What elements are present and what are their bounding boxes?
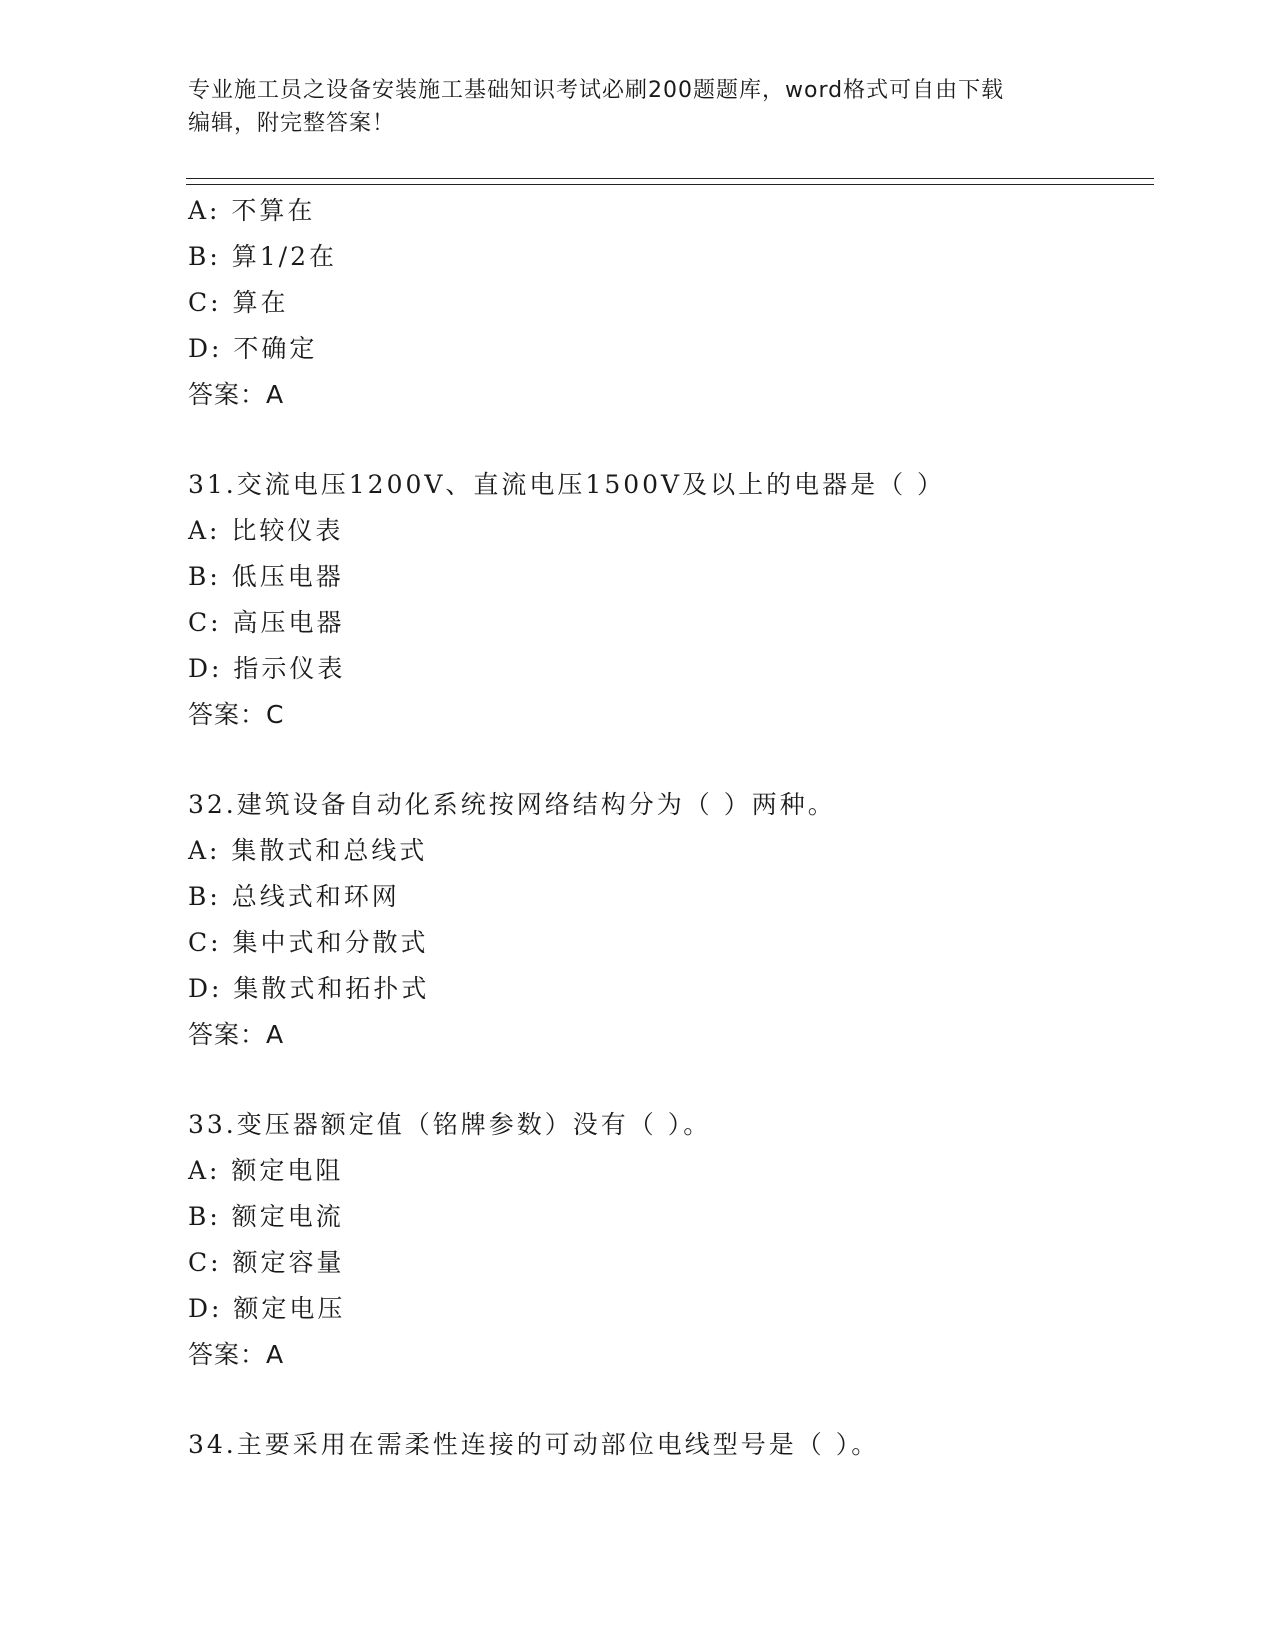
option-b: B: 算1/2在: [188, 242, 337, 271]
option-c: C: 额定容量: [188, 1248, 345, 1277]
answer-label: 答案：C: [188, 700, 285, 729]
question-block-continued: [188, 188, 1148, 418]
option-d: D: 集散式和拓扑式: [188, 974, 430, 1003]
option-c: C: 集中式和分散式: [188, 928, 429, 957]
question-block: [188, 782, 1148, 1058]
question-block: [188, 462, 1148, 738]
question-block: [188, 1422, 1148, 1468]
question-text: 33.变压器额定值（铭牌参数）没有（ ）。: [188, 1110, 712, 1139]
option-a: A: 比较仪表: [188, 516, 344, 545]
option-d: D: 额定电压: [188, 1294, 346, 1323]
option-c: C: 高压电器: [188, 608, 345, 637]
question-text: 32.建筑设备自动化系统按网络结构分为（ ）两种。: [188, 790, 836, 819]
option-b: B: 总线式和环网: [188, 882, 400, 911]
question-text: 31.交流电压1200V、直流电压1500V及以上的电器是（ ）: [188, 470, 946, 499]
option-d: D: 指示仪表: [188, 654, 346, 683]
question-text: 34.主要采用在需柔性连接的可动部位电线型号是（ ）。: [188, 1430, 880, 1459]
header-rule-bottom: [186, 184, 1154, 185]
option-b: B: 额定电流: [188, 1202, 344, 1231]
option-c: C: 算在: [188, 288, 289, 317]
option-b: B: 低压电器: [188, 562, 344, 591]
header-line-2: 编辑，附完整答案！: [188, 111, 396, 136]
question-block: [188, 1102, 1148, 1378]
header-line-1: 专业施工员之设备安装施工基础知识考试必刷200题题库，word格式可自由下载: [188, 78, 1005, 103]
option-a: A: 集散式和总线式: [188, 836, 428, 865]
answer-label: 答案：A: [188, 1340, 285, 1369]
header-rule-top: [186, 178, 1154, 179]
answer-label: 答案：A: [188, 1020, 285, 1049]
answer-label: 答案：A: [188, 380, 285, 409]
option-a: A: 额定电阻: [188, 1156, 344, 1185]
option-d: D: 不确定: [188, 334, 318, 363]
question-list: [188, 188, 1148, 1468]
document-header: [188, 74, 1088, 140]
option-a: A: 不算在: [188, 196, 316, 225]
